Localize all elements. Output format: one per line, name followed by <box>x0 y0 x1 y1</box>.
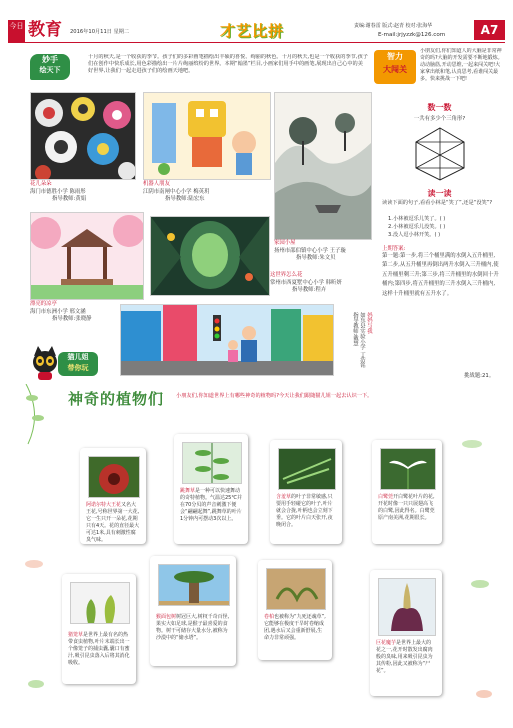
cat-badge <box>58 352 98 376</box>
painting-caption-2 <box>143 181 273 204</box>
answer-text: 第一题:第一步,将三个桶里满的水倒入五升桶里,第二步,从五升桶里再倒出两升水倒入三升桶内,使五升桶里剩三升;第三步,将三升桶里的水倒回十升桶内;第四步,将五升桶里的三升水倒入三升桶内,这样十升桶里就有五升水了。 <box>382 253 499 297</box>
plant-desc-egret-orchid <box>378 494 436 522</box>
corpse-flower-image <box>378 578 436 636</box>
egret-orchid-image <box>380 448 436 490</box>
issue-date: 2016年10月11日 星期二 <box>70 29 130 35</box>
painting-title-5: 家园小屋 <box>274 240 296 246</box>
brand-main: 教育 <box>28 20 62 40</box>
plant-desc-corpse-flower <box>376 640 436 675</box>
plant-card-mimosa <box>270 440 342 544</box>
plant-card-selaginella <box>258 560 332 660</box>
plant-text-baobab: 树冠巨大,树杈千奇百怪,果实大如足球,是猴子最喜爱的食物。树干可储存大量水分,被称为沙漠中的“储水塔”。 <box>156 614 230 641</box>
cat-badge-line2: 带你玩 <box>67 364 89 372</box>
plant-name-egret-orchid: 白鹭莞 <box>378 494 394 500</box>
painting-ink-landscape-art <box>275 93 371 239</box>
plant-name-selaginella: 卷柏 <box>264 614 275 620</box>
count-title: 数一数 <box>427 103 452 112</box>
plant-card-corpse-flower <box>370 570 442 696</box>
painting-school-1: 海门市德胜小学 陈雨彤 <box>30 188 86 195</box>
painting-title-3: 漂亮的凉亭 <box>30 301 57 307</box>
plant-name-dancing-grass: 跳舞草 <box>180 488 196 494</box>
plant-card-dancing-grass <box>174 434 248 544</box>
painting-teacher-2: 指导教师:陆宏东 <box>165 196 205 203</box>
painting-caption-6 <box>338 312 372 378</box>
brand-logo <box>8 20 25 42</box>
plant-desc-baobab <box>156 614 230 642</box>
read-question: 读读下面的句子,看看小林是“笑了”,还是“没笑”? <box>382 200 493 206</box>
header-rule <box>8 42 505 43</box>
email-contact: E-mail:jrjyzzk@126.com <box>378 32 446 38</box>
painting-caption-5 <box>274 240 384 263</box>
painting-world-flower-art <box>151 217 269 295</box>
painting-flowers <box>30 92 136 180</box>
iq-badge-line1: 智力 <box>387 52 403 61</box>
plant-name-corpse-flower: 巨花魔芋 <box>376 640 397 646</box>
painting-caption-1 <box>30 181 140 204</box>
plant-card-rafflesia <box>80 448 146 544</box>
plant-text-corpse-flower: 是世界上最大的花之一,花开时散发出腐肉般的臭味,用来吸引昆虫为其传粉,因此又被称为“尸花”。 <box>376 640 433 674</box>
dancing-grass-image <box>182 442 242 484</box>
painting-pavilion-art <box>31 213 143 299</box>
brand-top: 今日 <box>9 22 24 30</box>
cat-badge-line1: 猫儿姐 <box>67 353 89 361</box>
iq-badge <box>374 50 416 84</box>
page-number: A7 <box>474 20 505 40</box>
painting-world-flower <box>150 216 270 296</box>
plant-card-pitcher <box>62 574 136 684</box>
plant-text-dancing-grass: 是一种可以快速舞动的奇特植物。气温达25℃并在70分贝的声音刺激下便会“翩翩起舞”,跳舞草的叶片1分钟内可摆动3次以上。 <box>180 488 242 522</box>
plant-desc-mimosa <box>276 494 336 529</box>
cat-face-icon <box>30 346 60 380</box>
painting-teacher-6: 指导教师:戴慧 <box>352 312 358 347</box>
plants-intro: 小朋友们,你知道世界上有哪些神奇的植物吗?今天让我们跟随猫儿姐一起去认识一下。 <box>176 393 373 399</box>
painting-ink-landscape <box>274 92 372 240</box>
plant-card-baobab <box>150 556 236 666</box>
painting-title-1: 花儿朵朵 <box>30 181 52 187</box>
painting-mother-and-me-art <box>121 305 333 375</box>
plant-desc-dancing-grass <box>180 488 242 523</box>
painting-robot-art <box>144 93 270 179</box>
painting-teacher-1: 指导教师:黄娟 <box>52 196 87 203</box>
plant-text-pitcher: 是世界上最有名的热带食虫植物,叶片末端长出一个像笼子的捕虫囊,囊口有蜜汁,吸引昆虫落入后将其消化吸收。 <box>68 632 130 666</box>
plant-card-egret-orchid <box>372 440 442 544</box>
painting-school-3: 海门市东洲小学 邢文涵 <box>30 308 86 315</box>
read-option-1: 1.小林被逗乐儿笑了。( ) <box>388 216 446 222</box>
iq-column <box>374 46 505 380</box>
read-title: 读一读 <box>427 189 452 198</box>
intro-paragraph: 十月的秋天,是一个收获的季节。孩子们的多彩画笔描绘出丰硕的喜悦、绚丽的秋色。十月的秋天,也是一个收获的季节,孩子们在创作中快乐成长,用色彩描绘出一片片绚丽缤纷的世界。本期“翰墨”栏目,小画家们用手中的画笔,展现出自己心中的美好世界,让我们一起走进孩子们的绘画天地吧。 <box>88 54 368 75</box>
cat-mascot <box>30 346 60 380</box>
painting-flowers-art <box>31 93 135 179</box>
iq-intro: 小朋友们,你们知道人的大脑是非常神奇的吗?大脑的开发需要不断地锻炼。动动脑筋,开动思维,一起来闯关吧!大家拿出纸和笔,认真思考,看谁闯关最多。快来挑战一下吧! <box>420 48 503 82</box>
read-option-3: 3.没人逗小林开笑。( ) <box>388 232 441 238</box>
plant-name-rafflesia: 阿诺尔特大王花 <box>86 502 122 508</box>
plant-text-selaginella: 也被称为“九死还魂草”,它能够在极度干旱时卷缩成团,遇水后又会重新舒展,生命力非常顽强。 <box>264 614 326 641</box>
painting-school-6: 如东县实验小学 丁浩铭 <box>359 312 365 368</box>
painting-school-4: 常州市西夏墅中心小学 韩昕妍 <box>270 279 342 286</box>
read-option-2: 2.小林被逗乐儿没笑。( ) <box>388 224 446 230</box>
selaginella-image <box>266 568 326 610</box>
baobab-image <box>158 564 230 606</box>
plant-desc-pitcher <box>68 632 130 667</box>
editor-credits: 责编:谢春雷 版式:赵青 校对:张海华 <box>354 23 433 29</box>
plant-name-mimosa: 含羞草 <box>276 494 292 500</box>
rafflesia-image <box>88 456 140 498</box>
triangle-puzzle-figure <box>414 126 466 182</box>
plant-desc-selaginella <box>264 614 326 642</box>
plant-desc-rafflesia <box>86 502 140 544</box>
section-title: 才艺比拼 <box>220 22 285 40</box>
feature-badge-line1: 妙手 <box>42 55 58 64</box>
painting-teacher-5: 指导教师:朱文贝 <box>296 255 336 262</box>
painting-title-4: 这世界怎么花 <box>270 272 303 278</box>
painting-school-5: 扬州市邵伯镇中心小学 王子璇 <box>274 247 346 254</box>
plant-name-pitcher: 猪笼草 <box>68 632 84 638</box>
painting-pavilion <box>30 212 144 300</box>
plants-title: 神奇的植物们 <box>68 390 165 408</box>
pitcher-plant-image <box>70 582 130 624</box>
answer-end: 挑战题:21。 <box>464 373 495 379</box>
mimosa-image <box>278 448 336 490</box>
painting-title-2: 机器人朋友 <box>143 181 170 187</box>
painting-school-2: 江阴市南闸中心小学 梅英玥 <box>143 188 210 195</box>
answer-title: 上期答案: <box>382 246 406 252</box>
plant-text-mimosa: 的叶子非常敏感,只要用手轻碰它的叶子,叶片就会合拢,叶柄也会立刻下垂。它的叶片白天张开,夜晚闭合。 <box>276 494 333 528</box>
count-question: 一共有多少个三角形? <box>413 116 466 122</box>
plant-text-rafflesia: 又名大王花,号称世界第一大花,它一生只开一朵花,花期只有4天。花的直径最大可达1米,具有刺激性腐臭气味。 <box>86 502 140 543</box>
feature-badge <box>30 54 70 80</box>
painting-teacher-4: 指导教师:程卉 <box>292 287 327 294</box>
painting-robot <box>143 92 271 180</box>
painting-caption-4 <box>270 272 374 295</box>
plant-text-egret-orchid: 开白鹭花叶片的花,开花时像一只只展翅高飞的白鹭,因此得名。白鹭莞原产南美洲,花期很长。 <box>378 494 435 521</box>
plant-name-baobab: 猴面包树 <box>156 614 177 620</box>
painting-mother-and-me <box>120 304 334 376</box>
painting-teacher-3: 指导教师:张晓静 <box>52 316 92 323</box>
feature-badge-line2: 绘天下 <box>39 66 61 74</box>
header-bar <box>8 20 505 42</box>
iq-badge-line2: 大闯关 <box>383 65 407 74</box>
painting-title-6: 妈妈与我 <box>366 312 372 334</box>
